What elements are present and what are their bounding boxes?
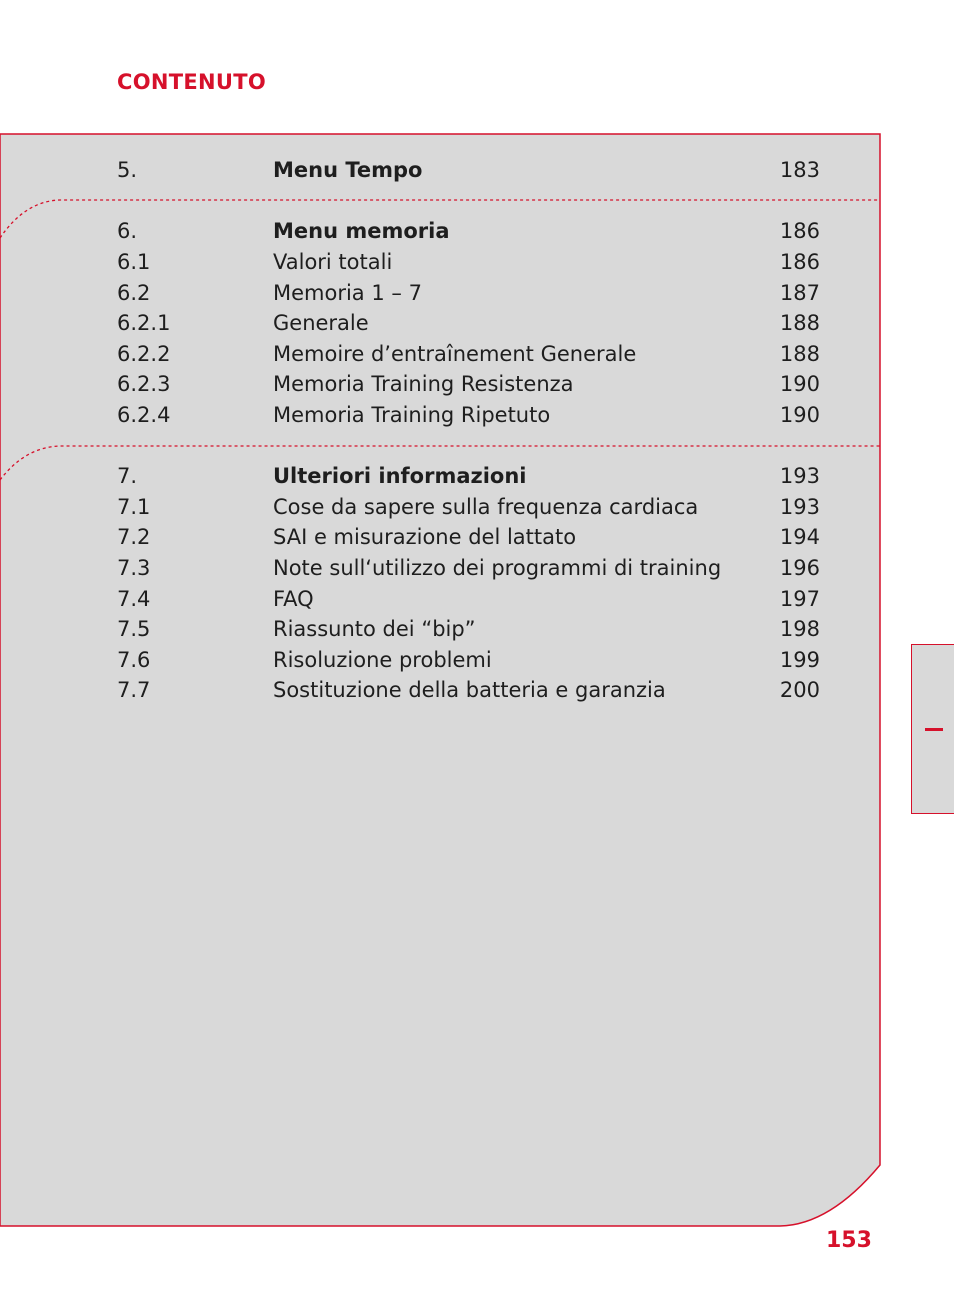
toc-number: 7.: [117, 464, 138, 488]
toc-title: Menu Tempo: [273, 158, 423, 182]
toc-number: 6.2.4: [117, 403, 171, 427]
toc-page: 187: [779, 281, 820, 305]
toc-title: Memoire d’entraînement Generale: [273, 342, 637, 366]
toc-page: 183: [779, 158, 820, 182]
toc-number: 6.2.1: [117, 311, 171, 335]
toc-entry[interactable]: [117, 522, 820, 552]
toc-page: 188: [779, 342, 820, 366]
toc-title: Memoria Training Ripetuto: [273, 403, 551, 427]
toc-entry[interactable]: [117, 645, 820, 675]
toc-title: Risoluzione problemi: [273, 648, 492, 672]
toc-page: 190: [779, 372, 820, 396]
toc-page: 197: [779, 587, 820, 611]
toc-entry[interactable]: [117, 584, 820, 614]
toc-entry[interactable]: [117, 339, 820, 369]
toc-number: 7.2: [117, 525, 151, 549]
toc-number: 6.2.3: [117, 372, 171, 396]
toc-entry[interactable]: [117, 216, 820, 246]
toc-title: Riassunto dei “bip”: [273, 617, 476, 641]
toc-page: 194: [779, 525, 820, 549]
toc-number: 7.7: [117, 678, 151, 702]
page-number: 153: [826, 1228, 872, 1253]
toc-number: 6.: [117, 219, 138, 243]
toc-entry[interactable]: [117, 247, 820, 277]
toc-page: 193: [779, 464, 820, 488]
chapter-tab-marker: [925, 728, 943, 731]
toc-entry[interactable]: [117, 369, 820, 399]
section-header: CONTENUTO: [117, 70, 267, 94]
toc-number: 5.: [117, 158, 138, 182]
toc-title: Memoria 1 – 7: [273, 281, 422, 305]
toc-title: Note sull‘utilizzo dei programmi di training: [273, 556, 722, 580]
toc-number: 6.2.2: [117, 342, 171, 366]
toc-title: SAI e misurazione del lattato: [273, 525, 577, 549]
chapter-tab[interactable]: [911, 644, 954, 814]
toc-page: 200: [779, 678, 820, 702]
toc-number: 7.5: [117, 617, 151, 641]
toc-entry[interactable]: [117, 492, 820, 522]
toc-entry[interactable]: [117, 400, 820, 430]
toc-page: 198: [779, 617, 820, 641]
toc-entry[interactable]: [117, 278, 820, 308]
toc-entry[interactable]: [117, 675, 820, 705]
toc-page: 193: [779, 495, 820, 519]
toc-number: 7.1: [117, 495, 151, 519]
toc-entry[interactable]: [117, 155, 820, 185]
toc-number: 7.3: [117, 556, 151, 580]
toc-title: Cose da sapere sulla frequenza cardiaca: [273, 495, 699, 519]
toc-page: 199: [779, 648, 820, 672]
toc-page: 186: [779, 250, 820, 274]
toc-number: 6.1: [117, 250, 151, 274]
toc-title: Memoria Training Resistenza: [273, 372, 574, 396]
toc-page: 186: [779, 219, 820, 243]
toc-title: Valori totali: [273, 250, 393, 274]
toc-number: 6.2: [117, 281, 151, 305]
toc-page: 190: [779, 403, 820, 427]
toc-title: FAQ: [273, 587, 314, 611]
toc-entry[interactable]: [117, 308, 820, 338]
toc-entry[interactable]: [117, 553, 820, 583]
toc-number: 7.6: [117, 648, 151, 672]
toc-title: Menu memoria: [273, 219, 450, 243]
toc-title: Generale: [273, 311, 369, 335]
toc-page: 196: [779, 556, 820, 580]
toc-number: 7.4: [117, 587, 151, 611]
toc-title: Sostituzione della batteria e garanzia: [273, 678, 666, 702]
toc-entry[interactable]: [117, 461, 820, 491]
toc-page: 188: [779, 311, 820, 335]
toc-entry[interactable]: [117, 614, 820, 644]
toc-title: Ulteriori informazioni: [273, 464, 527, 488]
